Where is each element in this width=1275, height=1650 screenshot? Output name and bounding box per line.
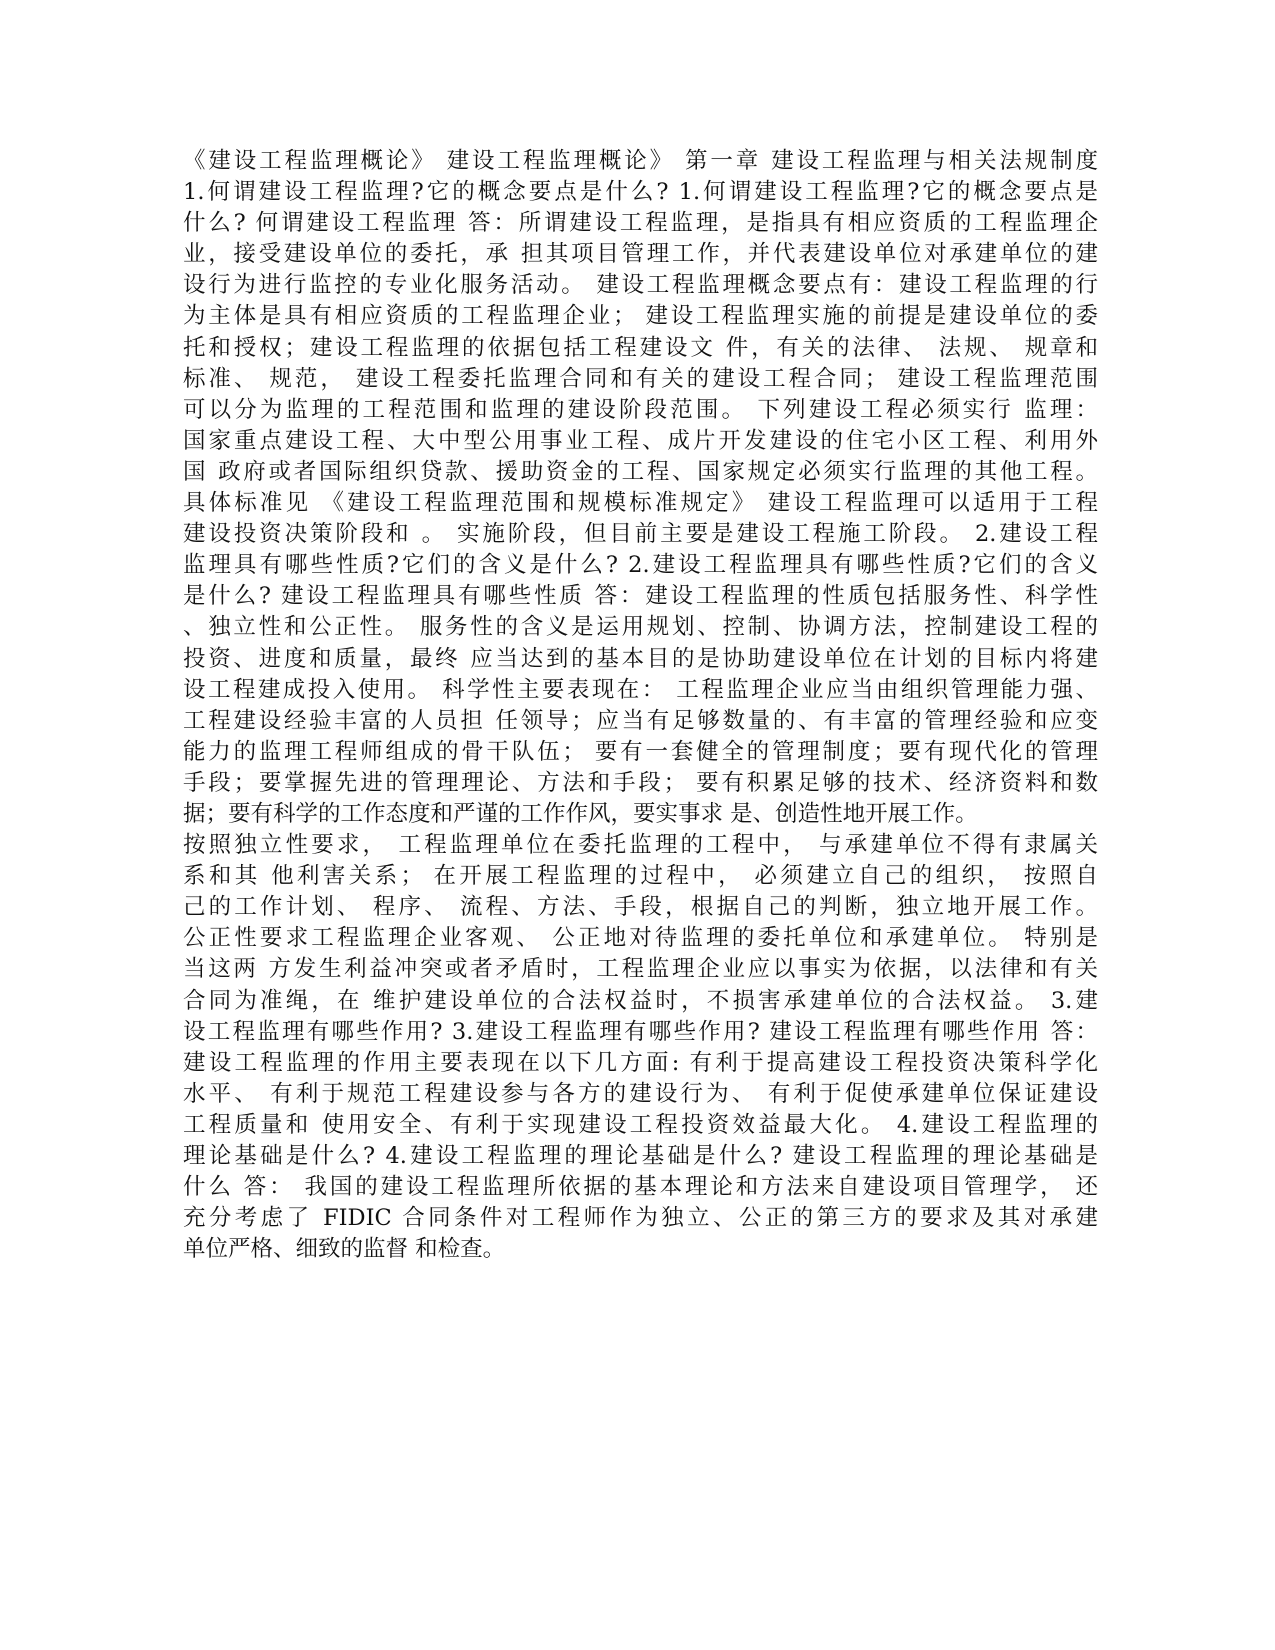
text-line: 合同为准绳，在 维护建设单位的合法权益时，不损害承建单位的合法权益。 3.建 bbox=[183, 987, 1098, 1014]
text-line: 水平、 有利于规范工程建设参与各方的建设行为、 有利于促使承建单位保证建设 bbox=[183, 1080, 1098, 1107]
text-line: 具体标准见 《建设工程监理范围和规模标准规定》 建设工程监理可以适用于工程 bbox=[183, 490, 1098, 517]
text-line: 充分考虑了 FIDIC 合同条件对工程师作为独立、公正的第三方的要求及其对承建 bbox=[183, 1205, 1098, 1232]
text-line: 什么 答： 我国的建设工程监理所依据的基本理论和方法来自建设项目管理学， 还 bbox=[183, 1174, 1098, 1201]
text-line: 己的工作计划、 程序、 流程、方法、手段，根据自己的判断，独立地开展工作。 bbox=[183, 894, 1098, 921]
text-line: 据；要有科学的工作态度和严谨的工作作风，要实事求 是、创造性地开展工作。 bbox=[183, 800, 978, 827]
text-line: 为主体是具有相应资质的工程监理企业； 建设工程监理实施的前提是建设单位的委 bbox=[183, 303, 1098, 330]
text-line: 公正性要求工程监理企业客观、 公正地对待监理的委托单位和承建单位。 特别是 bbox=[183, 925, 1098, 952]
text-line: 监理具有哪些性质?它们的含义是什么? 2.建设工程监理具有哪些性质?它们的含义 bbox=[183, 552, 1098, 579]
text-line: 当这两 方发生利益冲突或者矛盾时，工程监理企业应以事实为依据，以法律和有关 bbox=[183, 956, 1098, 983]
text-line: 国家重点建设工程、大中型公用事业工程、成片开发建设的住宅小区工程、利用外 bbox=[183, 427, 1098, 454]
text-line: 是什么? 建设工程监理具有哪些性质 答：建设工程监理的性质包括服务性、科学性 bbox=[183, 583, 1098, 610]
text-line: 设工程建成投入使用。 科学性主要表现在： 工程监理企业应当由组织管理能力强、 bbox=[183, 676, 1098, 703]
text-line: 业，接受建设单位的委托，承 担其项目管理工作，并代表建设单位对承建单位的建 bbox=[183, 241, 1098, 268]
text-line: 建设工程监理的作用主要表现在以下几方面: 有利于提高建设工程投资决策科学化 bbox=[183, 1049, 1098, 1076]
text-line: 设工程监理有哪些作用? 3.建设工程监理有哪些作用? 建设工程监理有哪些作用 答： bbox=[183, 1018, 1098, 1045]
text-line: 工程质量和 使用安全、有利于实现建设工程投资效益最大化。 4.建设工程监理的 bbox=[183, 1111, 1098, 1138]
text-line: 1.何谓建设工程监理?它的概念要点是什么? 1.何谓建设工程监理?它的概念要点是 bbox=[183, 179, 1098, 206]
text-line: 可以分为监理的工程范围和监理的建设阶段范围。 下列建设工程必须实行 监理： bbox=[183, 396, 1098, 423]
text-line: 国 政府或者国际组织贷款、援助资金的工程、国家规定必须实行监理的其他工程。 bbox=[183, 458, 1098, 485]
text-line: 托和授权；建设工程监理的依据包括工程建设文 件，有关的法律、 法规、 规章和 bbox=[183, 334, 1098, 361]
body-text bbox=[183, 146, 1098, 1265]
text-line: 单位严格、细致的监督 和检查。 bbox=[183, 1236, 506, 1263]
text-line: 、独立性和公正性。 服务性的含义是运用规划、控制、协调方法，控制建设工程的 bbox=[183, 614, 1098, 641]
text-line: 工程建设经验丰富的人员担 任领导；应当有足够数量的、有丰富的管理经验和应变 bbox=[183, 707, 1098, 734]
text-line: 什么? 何谓建设工程监理 答：所谓建设工程监理，是指具有相应资质的工程监理企 bbox=[183, 210, 1098, 237]
text-line: 标准、 规范， 建设工程委托监理合同和有关的建设工程合同； 建设工程监理范围 bbox=[183, 365, 1098, 392]
text-line: 投资、进度和质量，最终 应当达到的基本目的是协助建设单位在计划的目标内将建 bbox=[183, 645, 1098, 672]
text-line: 《建设工程监理概论》 建设工程监理概论》 第一章 建设工程监理与相关法规制度 bbox=[183, 148, 1098, 174]
text-line: 建设投资决策阶段和 。 实施阶段，但目前主要是建设工程施工阶段。 2.建设工程 bbox=[183, 521, 1098, 548]
text-line: 设行为进行监控的专业化服务活动。 建设工程监理概念要点有：建设工程监理的行 bbox=[183, 272, 1098, 299]
text-line: 理论基础是什么? 4.建设工程监理的理论基础是什么? 建设工程监理的理论基础是 bbox=[183, 1143, 1098, 1169]
text-line: 手段；要掌握先进的管理理论、方法和手段； 要有积累足够的技术、经济资料和数 bbox=[183, 769, 1098, 796]
text-line: 系和其 他利害关系； 在开展工程监理的过程中， 必须建立自己的组织， 按照自 bbox=[183, 863, 1098, 890]
text-line: 按照独立性要求， 工程监理单位在委托监理的工程中， 与承建单位不得有隶属关 bbox=[183, 832, 1098, 859]
text-line: 能力的监理工程师组成的骨干队伍； 要有一套健全的管理制度；要有现代化的管理 bbox=[183, 738, 1098, 765]
